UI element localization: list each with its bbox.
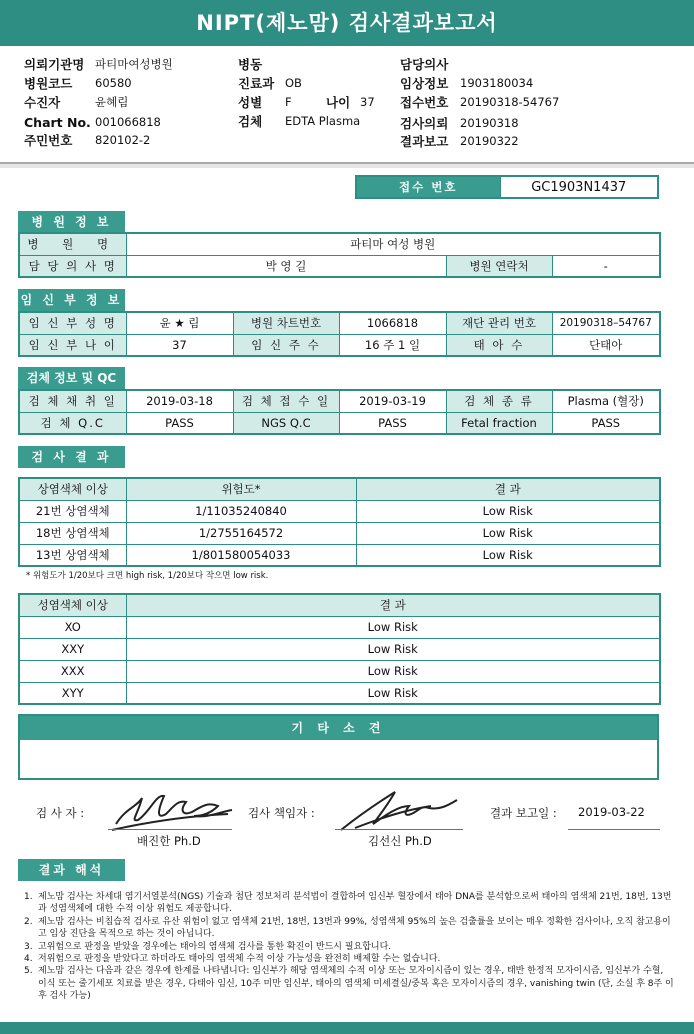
other-findings-box (18, 714, 659, 780)
sex-chrom-name: XO (19, 616, 126, 638)
risk-col-header: 위험도* (126, 478, 356, 500)
patient-info-table (18, 311, 661, 357)
hospital-label: 의뢰기관명 (24, 57, 85, 72)
report-date-underline (568, 829, 660, 830)
table-row (19, 660, 660, 682)
receive-label: 검 체 접 수 일 (233, 390, 339, 412)
accession-label: 접수 번호 (356, 176, 500, 198)
accession-value: GC1903N1437 (500, 176, 658, 198)
hospital-name-value: 파티마 여성 병원 (126, 233, 660, 255)
sex-chrom-name: XXY (19, 638, 126, 660)
patient-age-value: 37 (126, 334, 233, 356)
sex-label: 성별 (238, 95, 263, 110)
age-label: 나이 (326, 95, 351, 110)
examiner-label: 검 사 자 : (36, 806, 85, 820)
contact-label: 병원 연락처 (446, 255, 552, 277)
sex-value: F (285, 95, 292, 109)
specimen-label: 검체 (238, 114, 263, 129)
receipt-value: 20190318-54767 (460, 95, 560, 109)
sex-chrom-col-header: 성염색체 이상 (19, 594, 126, 616)
doctor-label: 담당의사 (400, 57, 449, 72)
item-number: 5. (24, 966, 33, 977)
report-date-label: 결과 보고일 : (490, 806, 557, 820)
report-header (0, 52, 694, 152)
ff-value: PASS (552, 412, 660, 434)
hospital-value: 파티마여성병원 (95, 57, 173, 71)
autosome-risk: 1/11035240840 (126, 500, 356, 522)
report-title: NIPT(제노맘) 검사결과보고서 (0, 0, 694, 46)
autosome-results-table (18, 477, 661, 567)
patient-age-label: 임 신 부 나 이 (19, 334, 126, 356)
autosome-result: Low Risk (356, 544, 660, 566)
section-patient-info: 임 신 부 정 보 (18, 289, 125, 311)
table-row (19, 522, 660, 544)
chart-label: Chart No. (24, 115, 91, 130)
list-item (24, 953, 674, 965)
director-underline (335, 829, 463, 830)
request-value: 20190318 (460, 116, 519, 130)
sex-chromosome-table (18, 593, 661, 705)
ff-label: Fetal fraction (446, 412, 552, 434)
code-value: 60580 (95, 76, 132, 90)
chart-value: 001066818 (95, 115, 161, 129)
sex-result-col-header: 결 과 (126, 594, 660, 616)
section-interpretation: 결과 해석 (18, 859, 125, 881)
age-value: 37 (360, 95, 375, 109)
sex-chrom-result: Low Risk (126, 682, 660, 704)
item-number: 3. (24, 941, 33, 952)
autosome-name: 21번 상염색체 (19, 500, 126, 522)
collector-value: 윤혜림 (95, 95, 129, 109)
foundation-label: 재단 관리 번호 (446, 312, 552, 334)
request-label: 검사의뢰 (400, 116, 449, 131)
interpretation-list (24, 891, 674, 1003)
ngs-value: PASS (339, 412, 446, 434)
contact-value: - (552, 255, 660, 277)
autosome-result: Low Risk (356, 522, 660, 544)
receive-value: 2019-03-19 (339, 390, 446, 412)
autosome-name: 13번 상염색체 (19, 544, 126, 566)
ward-label: 병동 (238, 57, 263, 72)
table-row (19, 638, 660, 660)
sex-chrom-name: XXX (19, 660, 126, 682)
collector-label: 수진자 (24, 95, 61, 110)
section-hospital-info: 병 원 정 보 (18, 211, 125, 233)
item-text: 제노맘 검사는 다음과 같은 경우에 한계를 나타냅니다: 임신부가 해당 염색체의 수적 이상 또는 모자이시즘이 있는 경우, 태반 한정적 모자이시즘, 임신부가 수혈, 이식 또는 줄기세포 치료를 받은 경우, 다태아 임신, 10주 미만 임신부, 태아의 염색체 미세결실/중복 혹은 모자이시즘의 경우, vanishing twin (단, 소실 후 8주 이후 검사 가능) (38, 966, 674, 1002)
type-label: 검 체 종 류 (446, 390, 552, 412)
autosome-risk: 1/801580054033 (126, 544, 356, 566)
result-col-header: 결 과 (356, 478, 660, 500)
table-row (19, 544, 660, 566)
table-row (19, 682, 660, 704)
header-shadow (0, 164, 694, 168)
examiner-name: 배진한 Ph.D (137, 834, 201, 848)
receipt-label: 접수번호 (400, 95, 449, 110)
section-specimen-info: 검체 정보 및 QC (18, 367, 125, 389)
doctor-name-value: 박 영 길 (126, 255, 446, 277)
qc-label: 검 체 Q.C (19, 412, 126, 434)
collect-value: 2019-03-18 (126, 390, 233, 412)
item-text: 제노맘 검사는 비침습적 검사로 유산 위험이 없고 염색체 21번, 18번, 13번과 99%, 성염색체 95%의 높은 검출률을 보이는 매우 정확한 검사이나, 오직 참고용이고 임상 진단을 목적으로 하는 것이 아닙니다. (38, 916, 671, 940)
autosome-result: Low Risk (356, 500, 660, 522)
qc-value: PASS (126, 412, 233, 434)
patient-name-label: 임 신 부 성 명 (19, 312, 126, 334)
sex-chrom-result: Low Risk (126, 638, 660, 660)
list-item (24, 916, 674, 941)
other-findings-text (20, 740, 657, 778)
resident-value: 820102-2 (95, 133, 151, 147)
accession-box (355, 175, 659, 199)
fetus-label: 태 아 수 (446, 334, 552, 356)
report-label: 결과보고 (400, 134, 449, 149)
hospital-name-label: 병 원 명 (19, 233, 126, 255)
item-text: 제노맘 검사는 차세대 염기서열분석(NGS) 기술과 첨단 정보처리 분석법이 결합하여 임신부 혈장에서 태아 DNA를 분석함으로써 태아의 염색체 21번, 18번, 13번과 성염색체에 대한 수적 이상 위험도 제공합니다. (38, 892, 672, 915)
weeks-value: 16 주 1 일 (339, 334, 446, 356)
footer-strip (0, 1022, 694, 1034)
list-item (24, 891, 674, 916)
specimen-value: EDTA Plasma (285, 114, 361, 128)
examiner-underline (108, 829, 232, 830)
collect-label: 검 체 채 취 일 (19, 390, 126, 412)
section-results: 검 사 결 과 (18, 446, 125, 468)
item-number: 2. (24, 916, 33, 927)
list-item (24, 941, 674, 953)
foundation-value: 20190318–54767 (552, 312, 660, 334)
fetus-value: 단태아 (552, 334, 660, 356)
director-label: 검사 책임자 : (248, 806, 315, 820)
autosome-col-header: 상염색체 이상 (19, 478, 126, 500)
patient-name-value: 윤 ★ 림 (126, 312, 233, 334)
hospital-info-table (18, 232, 661, 278)
patient-chart-label: 병원 차트번호 (233, 312, 339, 334)
resident-label: 주민번호 (24, 133, 73, 148)
autosome-risk: 1/2755164572 (126, 522, 356, 544)
other-findings-header: 기 타 소 견 (20, 716, 657, 740)
sex-chrom-name: XYY (19, 682, 126, 704)
table-row (19, 500, 660, 522)
table-row (19, 616, 660, 638)
director-name: 김선신 Ph.D (368, 834, 432, 848)
risk-note: * 위험도가 1/20보다 크면 high risk, 1/20보다 작으면 low risk. (26, 571, 269, 581)
list-item (24, 965, 674, 1002)
code-label: 병원코드 (24, 76, 73, 91)
item-text: 고위험으로 판정을 받았을 경우에는 태아의 염색체 검사를 통한 확진이 반드시 필요합니다. (38, 941, 392, 952)
ngs-label: NGS Q.C (233, 412, 339, 434)
dept-label: 진료과 (238, 76, 275, 91)
autosome-name: 18번 상염색체 (19, 522, 126, 544)
dept-value: OB (285, 76, 302, 90)
clinical-label: 임상정보 (400, 76, 449, 91)
item-number: 1. (24, 892, 33, 902)
sex-chrom-result: Low Risk (126, 660, 660, 682)
item-number: 4. (24, 954, 33, 965)
clinical-value: 1903180034 (460, 76, 534, 90)
sex-chrom-result: Low Risk (126, 616, 660, 638)
patient-chart-value: 1066818 (339, 312, 446, 334)
specimen-info-table (18, 389, 661, 435)
report-date-value: 2019-03-22 (578, 805, 645, 819)
type-value: Plasma (혈장) (552, 390, 660, 412)
item-text: 저위험으로 판정을 받았다고 하더라도 태아의 염색체 수적 이상 가능성을 완전히 배제할 수는 없습니다. (38, 954, 441, 965)
weeks-label: 임 신 주 수 (233, 334, 339, 356)
doctor-name-label: 담 당 의 사 명 (19, 255, 126, 277)
report-value: 20190322 (460, 134, 519, 148)
